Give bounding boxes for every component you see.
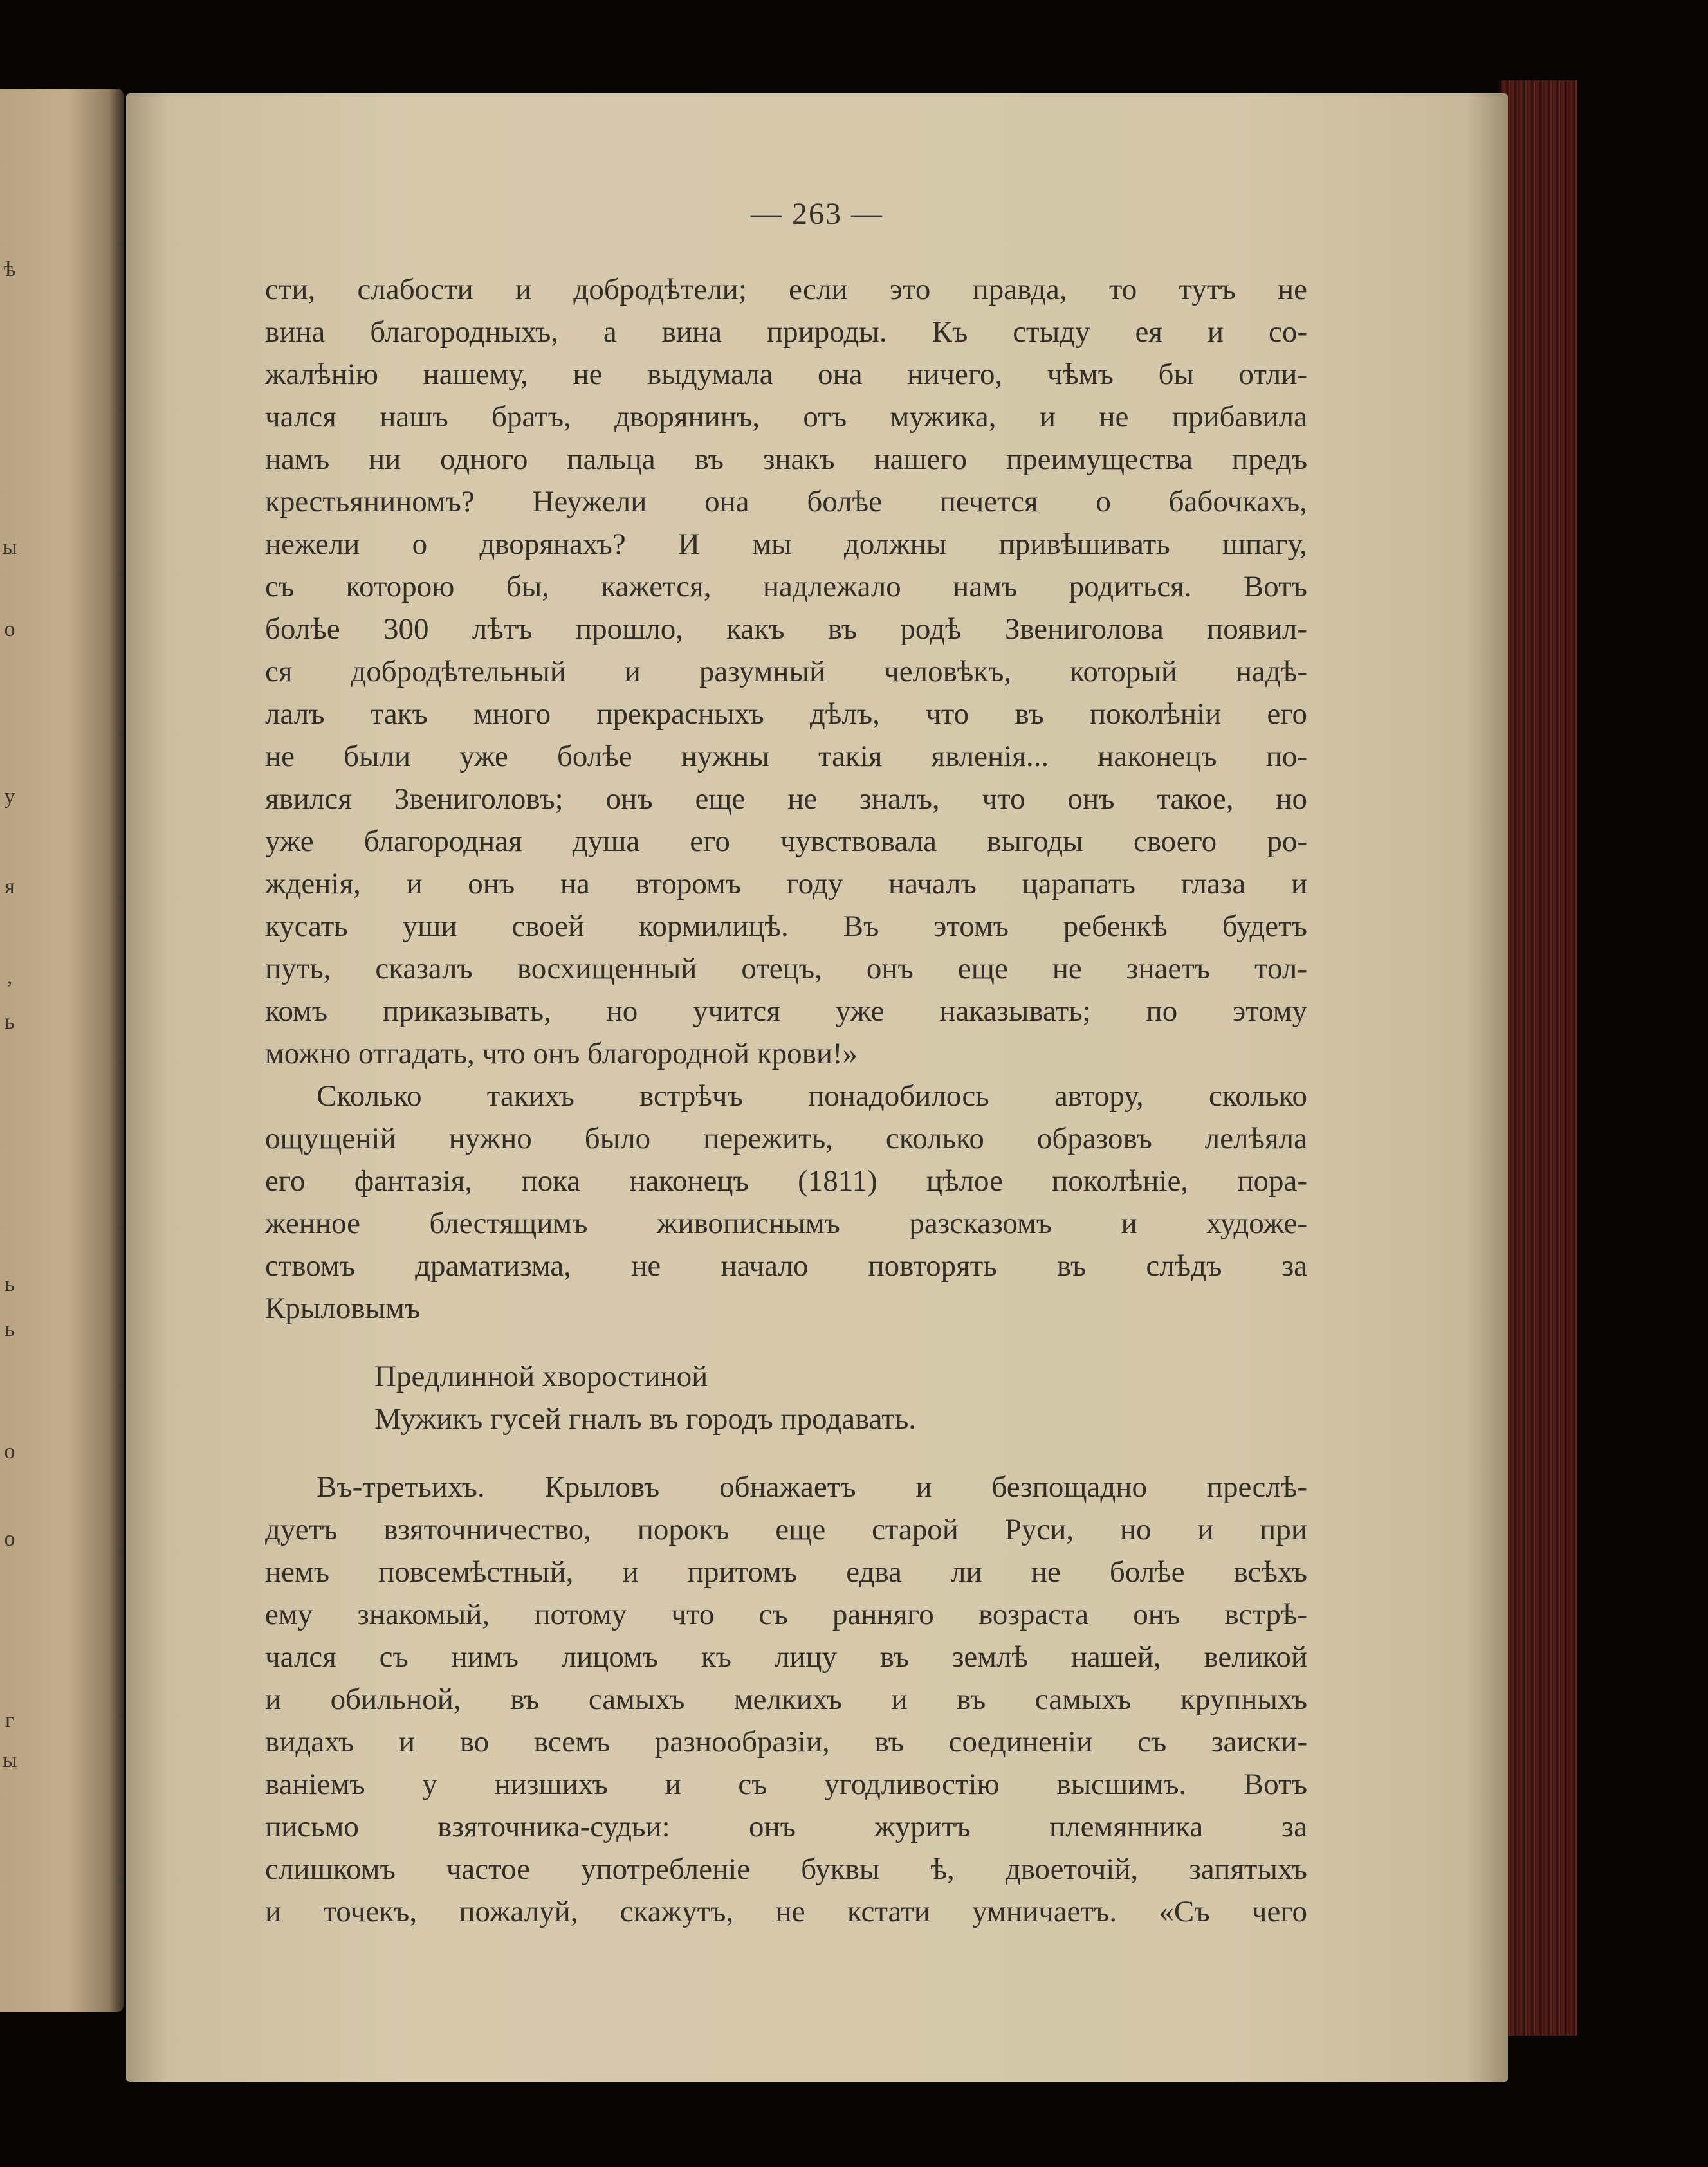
text-line: кусать уши своей кормилицѣ. Въ этомъ ребенкѣ будетъ (265, 910, 1307, 943)
left-page-fragment: о (4, 1440, 15, 1463)
left-page-fragment: ь (5, 1317, 15, 1341)
text-line: путь, сказалъ восхищенный отецъ, онъ еще не знаетъ тол- (265, 952, 1307, 985)
text-line: нежели о дворянахъ? И мы должны привѣшивать шпагу, (265, 527, 1307, 561)
text-line: женное блестящимъ живописнымъ разсказомъ и художе- (265, 1207, 1307, 1240)
text-line: крестьяниномъ? Неужели она болѣе печется о бабочкахъ, (265, 485, 1307, 518)
text-line: видахъ и во всемъ разнообразіи, въ соединеніи съ заиски- (265, 1725, 1307, 1759)
left-page-fragment: , (6, 965, 13, 989)
verse-spacing (265, 1440, 1307, 1466)
text-line: лалъ такъ много прекрасныхъ дѣлъ, что въ поколѣніи его (265, 697, 1307, 731)
verse-spacing (265, 1330, 1307, 1355)
text-line: намъ ни одного пальца въ знакъ нашего преимущества предъ (265, 443, 1307, 476)
left-page-edge (0, 89, 124, 2012)
text-line: явился Звениголовъ; онъ еще не зналъ, что онъ такое, но (265, 782, 1307, 816)
text-line: вина благородныхъ, а вина природы. Къ стыду ея и со- (265, 315, 1307, 349)
verse-quote (265, 1355, 1307, 1440)
left-page-fragment: ѣ (3, 257, 16, 281)
left-page-fragment: о (4, 1527, 15, 1551)
text-line: чался съ нимъ лицомъ къ лицу въ землѣ нашей, великой (265, 1640, 1307, 1674)
book-page-edge (1499, 80, 1577, 2036)
text-line: Сколько такихъ встрѣчъ понадобилось автору, сколько (317, 1079, 1307, 1113)
text-line: ся добродѣтельный и разумный человѣкъ, который надѣ- (265, 655, 1307, 688)
text-line: ощущеній нужно было пережить, сколько образовъ лелѣяла (265, 1122, 1307, 1155)
text-line: жденія, и онъ на второмъ году началъ царапать глаза и (265, 867, 1307, 901)
book-page (126, 93, 1508, 2082)
left-page-fragment: ь (5, 1272, 15, 1296)
text-line: и обильной, въ самыхъ мелкихъ и въ самыхъ крупныхъ (265, 1683, 1307, 1716)
text-line: слишкомъ частое употребленіе буквы ѣ, двоеточій, запятыхъ (265, 1852, 1307, 1886)
paragraph-2 (265, 1075, 1307, 1330)
text-line: ваніемъ у низшихъ и съ угодливостію высшимъ. Вотъ (265, 1768, 1307, 1801)
text-line: сти, слабости и добродѣтели; если это правда, то тутъ не (265, 273, 1307, 306)
text-line: уже благородная душа его чувствовала выгоды своего ро- (265, 825, 1307, 858)
verse-line: Предлинной хворостиной (374, 1360, 708, 1393)
left-page-fragment: г (5, 1708, 14, 1732)
text-line: ствомъ драматизма, не начало повторять въ слѣдъ за (265, 1249, 1307, 1283)
text-line: Крыловымъ (265, 1292, 421, 1325)
left-page-fragment: у (4, 785, 15, 809)
text-line: съ которою бы, кажется, надлежало намъ родиться. Вотъ (265, 570, 1307, 603)
text-line: можно отгадать, что онъ благородной крови!» (265, 1037, 858, 1070)
text-line: не были уже болѣе нужны такія явленія... наконецъ по- (265, 740, 1307, 773)
page-number: — 263 — (751, 197, 883, 231)
paragraph-3 (265, 1466, 1307, 1933)
left-page-fragment: ы (2, 535, 17, 559)
text-line: немъ повсемѣстный, и притомъ едва ли не болѣе всѣхъ (265, 1555, 1307, 1589)
text-line: болѣе 300 лѣтъ прошло, какъ въ родѣ Звениголова появил- (265, 612, 1307, 646)
page-text (265, 268, 1307, 1933)
text-line: и точекъ, пожалуй, скажутъ, не кстати умничаетъ. «Съ чего (265, 1895, 1307, 1928)
left-page-fragment: ы (2, 1748, 17, 1772)
left-page-fragment: я (5, 875, 15, 899)
text-line: комъ приказывать, но учится уже наказывать; по этому (265, 994, 1307, 1028)
text-line: жалѣнію нашему, не выдумала она ничего, чѣмъ бы отли- (265, 358, 1307, 391)
text-line: дуетъ взяточничество, порокъ еще старой Руси, но и при (265, 1513, 1307, 1546)
text-line: ему знакомый, потому что съ ранняго возраста онъ встрѣ- (265, 1598, 1307, 1631)
left-page-fragment: ь (5, 1010, 15, 1034)
verse-line: Мужикъ гусей гналъ въ городъ продавать. (374, 1402, 917, 1436)
left-page-fragment: о (4, 617, 15, 641)
text-line: чался нашъ братъ, дворянинъ, отъ мужика, и не прибавила (265, 400, 1307, 434)
text-line: Въ-третьихъ. Крыловъ обнажаетъ и безпощадно преслѣ- (317, 1470, 1307, 1504)
text-line: письмо взяточника-судьи: онъ журитъ племянника за (265, 1810, 1307, 1843)
text-line: его фантазія, пока наконецъ (1811) цѣлое поколѣніе, пора- (265, 1164, 1307, 1198)
paragraph-1 (265, 268, 1307, 1075)
